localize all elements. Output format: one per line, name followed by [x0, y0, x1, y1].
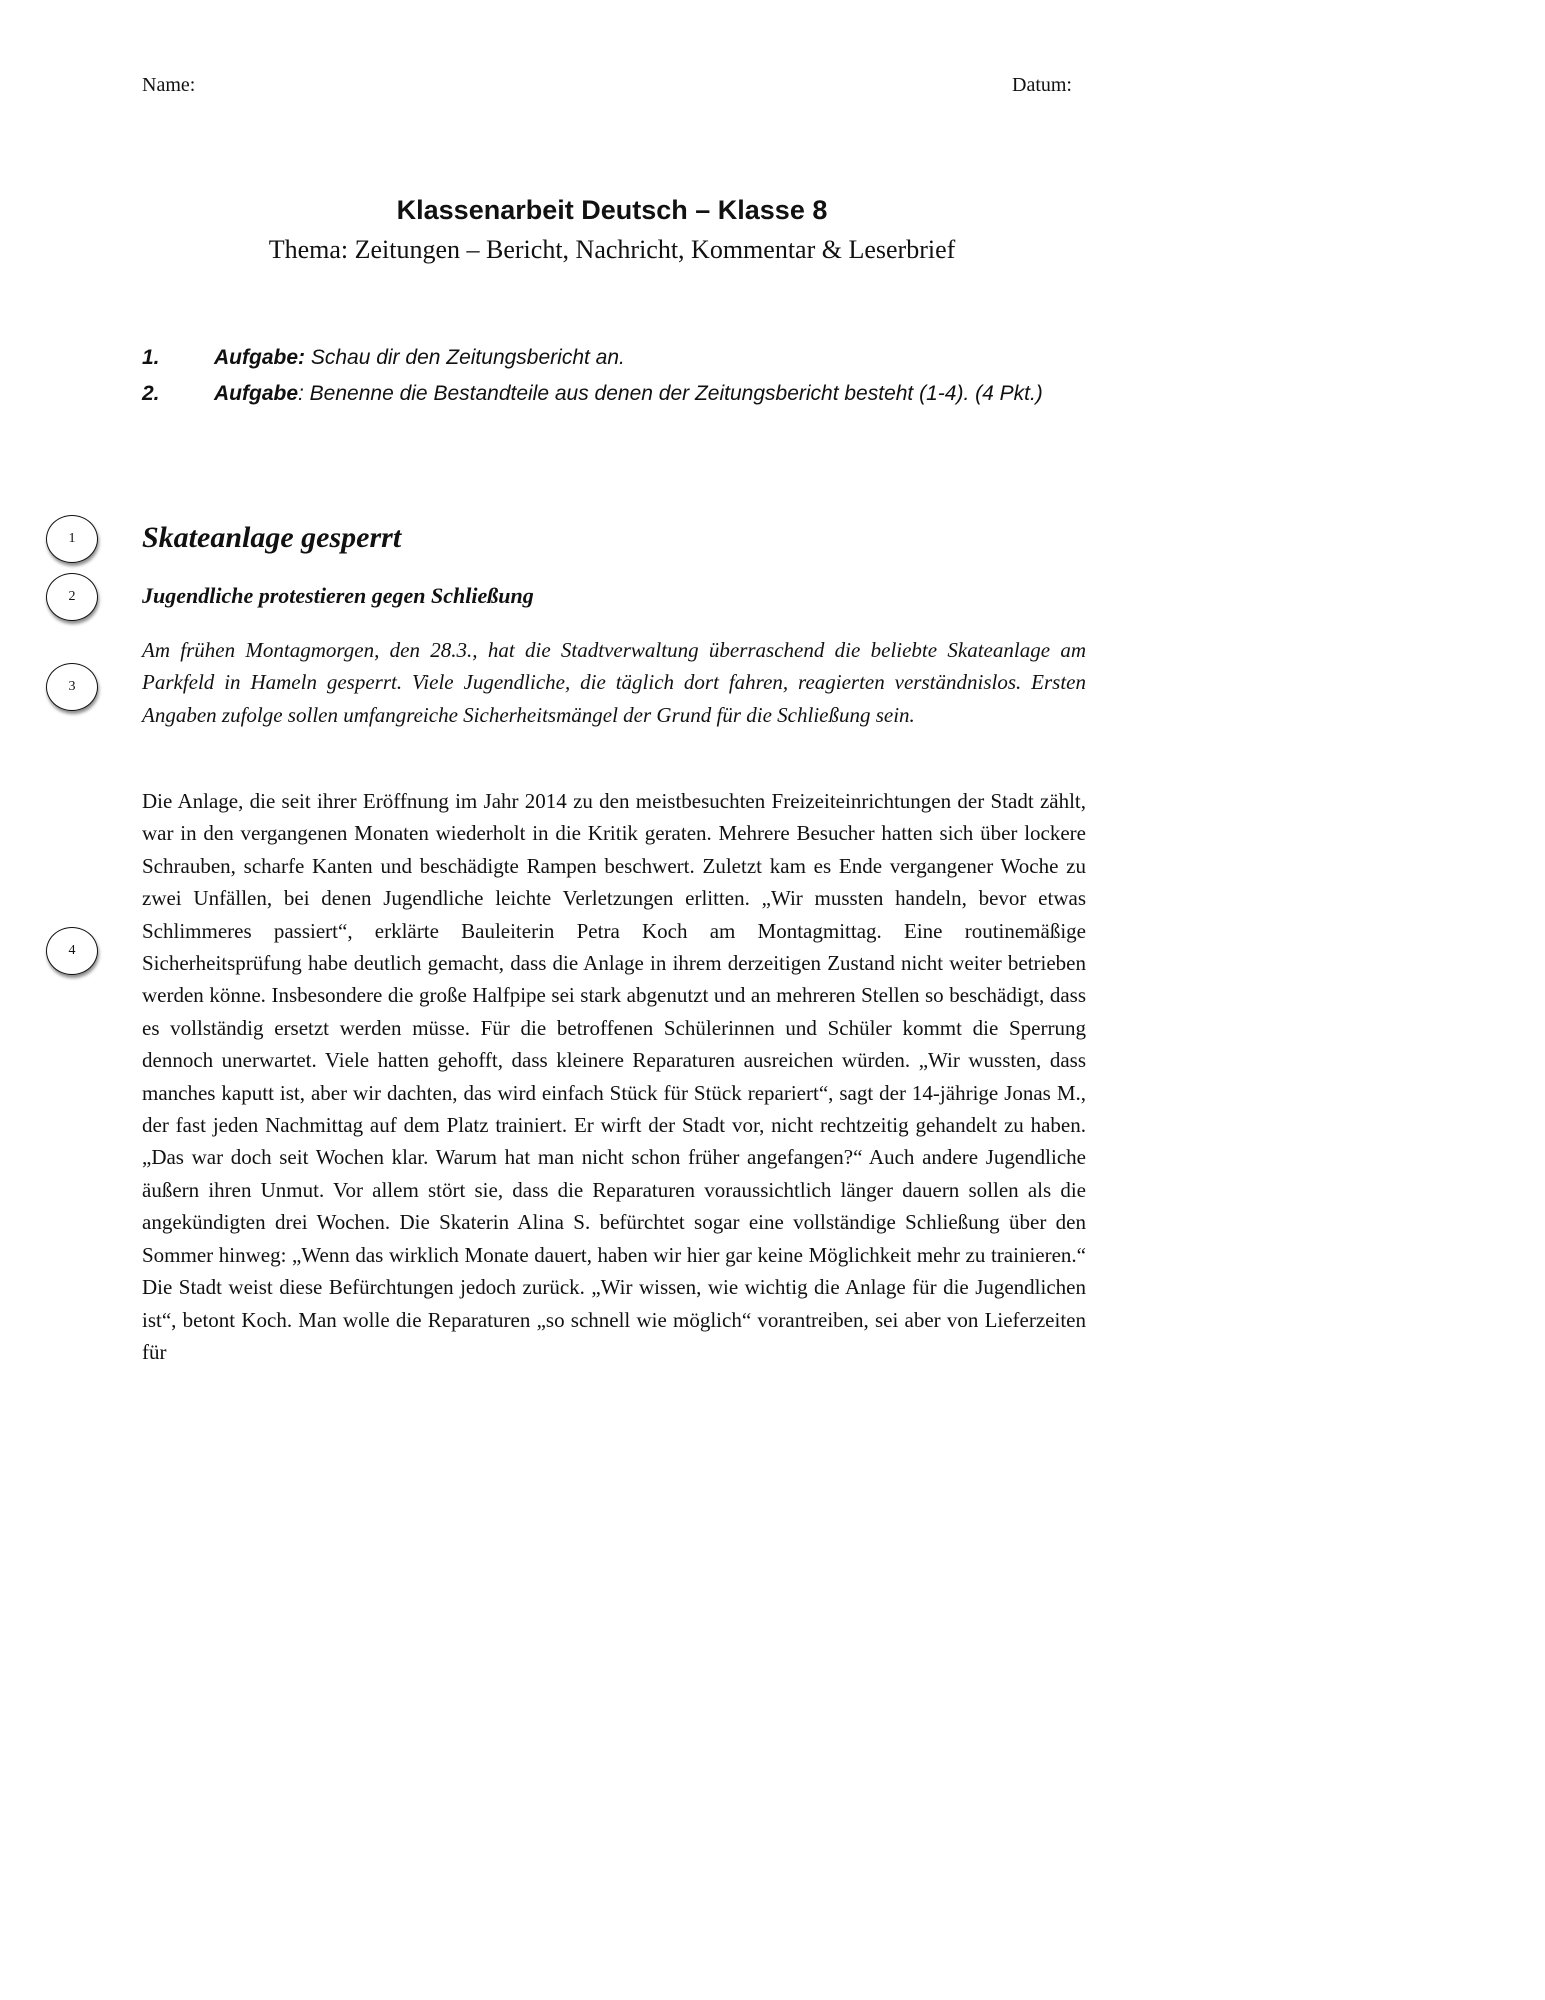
date-label: Datum: [1012, 74, 1072, 96]
title-block [0, 188, 1224, 268]
task-text-wrapper [214, 340, 1086, 376]
name-label: Name: [142, 74, 196, 96]
task-text-wrapper [214, 376, 1086, 412]
task-text: : Benenne die Bestandteile aus denen der Zeitungsbericht besteht (1-4). (4 Pkt.) [298, 382, 1043, 405]
task-item [142, 376, 1086, 412]
page-title: Klassenarbeit Deutsch – Klasse 8 [396, 195, 828, 225]
task-list [142, 340, 1086, 412]
article-subheadline: Jugendliche protestieren gegen Schließung [142, 583, 534, 608]
article-lead: Am frühen Montagmorgen, den 28.3., hat die Stadtverwaltung überraschend die beliebte Skateanlage am Parkfeld in Hameln gesperrt. Viele Jugendliche, die täglich dort fahren, reagierten verständnislos. Ersten Angaben zufolge sollen umfangreiche Sicherheitsmängel der Grund für die Schließung sein. [142, 638, 1086, 727]
task-label: Aufgabe [214, 382, 298, 405]
marker-circle-4: 4 [46, 927, 98, 975]
page-subtitle: Thema: Zeitungen – Bericht, Nachricht, Kommentar & Leserbrief [268, 235, 956, 264]
marker-circle-1: 1 [46, 515, 98, 563]
task-label: Aufgabe: [214, 346, 305, 369]
marker-circle-2: 2 [46, 573, 98, 621]
marker-circle-3: 3 [46, 663, 98, 711]
task-number: 2. [142, 382, 160, 405]
article-body: Die Anlage, die seit ihrer Eröffnung im Jahr 2014 zu den meistbesuchten Freizeiteinrichtungen der Stadt zählt, war in den vergangenen Monaten wiederholt in die Kritik geraten. Mehrere Besucher hatten sich über lockere Schrauben, scharfe Kanten und beschädigte Rampen beschwert. Zuletzt kam es Ende vergangener Woche zu zwei Unfällen, bei denen Jugendliche leichte Verletzungen erlitten. „Wir mussten handeln, bevor etwas Schlimmeres passiert“, erklärte Bauleiterin Petra Koch am Montagmittag. Eine routinemäßige Sicherheitsprüfung habe deutlich gemacht, dass die Anlage in ihrem derzeitigen Zustand nicht weiter betrieben werden könne. Insbesondere die große Halfpipe sei stark abgenutzt und an mehreren Stellen so beschädigt, dass es vollständig ersetzt werden müsse. Für die betroffenen Schülerinnen und Schüler kommt die Sperrung dennoch unerwartet. Viele hatten gehofft, dass kleinere Reparaturen ausreichen würden. „Wir wussten, dass manches kaputt ist, aber wir dachten, das wird einfach Stück für Stück repariert“, sagt der 14-jährige Jonas M., der fast jeden Nachmittag auf dem Platz trainiert. Er wirft der Stadt vor, nicht rechtzeitig gehandelt zu haben. „Das war doch seit Wochen klar. Warum hat man nicht schon früher angefangen?“ Auch andere Jugendliche äußern ihren Unmut. Vor allem stört sie, dass die Reparaturen voraussichtlich länger dauern sollen als die angekündigten drei Wochen. Die Skaterin Alina S. befürchtet sogar eine vollständige Schließung über den Sommer hinweg: „Wenn das wirklich Monate dauert, haben wir hier gar keine Möglichkeit mehr zu trainieren.“ Die Stadt weist diese Befürchtungen jedoch zurück. „Wir wissen, wie wichtig die Anlage für die Jugendlichen ist“, betont Koch. Man wolle die Reparaturen „so schnell wie möglich“ vorantreiben, sei aber von Lieferzeiten für [142, 789, 1086, 1364]
task-number: 1. [142, 346, 160, 369]
article-headline: Skateanlage gesperrt [142, 521, 402, 554]
task-item [142, 340, 1086, 376]
task-text: Schau dir den Zeitungsbericht an. [305, 346, 625, 369]
